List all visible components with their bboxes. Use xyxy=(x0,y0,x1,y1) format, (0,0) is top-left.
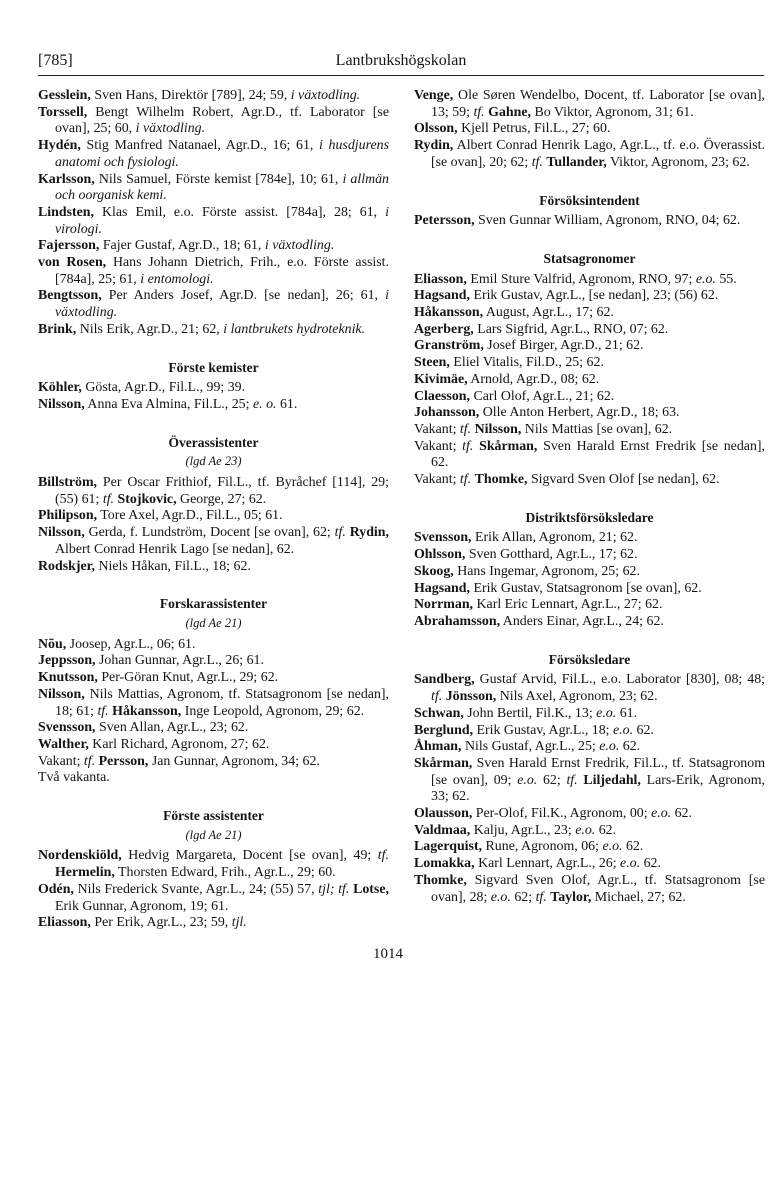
entry-surname: Torssell, xyxy=(38,104,88,120)
entry-italic-text: tf. xyxy=(459,421,472,437)
entry-surname: Thomke, xyxy=(474,472,528,488)
entry-text: Nils Frederick Svante, Agr.L., 24; (55) 57, xyxy=(73,881,319,897)
entry-text: Sven Allan, Agr.L., 23; 62. xyxy=(95,720,249,736)
entry-text: Johan Gunnar, Agr.L., 26; 61. xyxy=(95,653,264,669)
entry-text: Per-Olof, Fil.K., Agronom, 00; xyxy=(472,806,652,822)
entry-text: Erik Gunnar, Agronom, 19; 61. xyxy=(55,898,229,914)
entry-italic-text: e.o. xyxy=(613,722,634,738)
entry-text: Lars Sigfrid, Agr.L., RNO, 07; 62. xyxy=(473,321,669,337)
entry-italic-text: tf. xyxy=(462,438,474,454)
entry-surname: Knutsson, xyxy=(38,670,98,686)
entry-text: Sven Gotthard, Agr.L., 17; 62. xyxy=(465,547,638,563)
staff-entry xyxy=(414,405,765,422)
entry-surname: Håkansson, xyxy=(112,703,182,719)
entry-surname: Agerberg, xyxy=(414,321,474,337)
entry-text: Erik Gustav, Agr.L., 18; xyxy=(473,722,613,738)
entry-text: Eliel Vitalis, Fil.D., 25; 62. xyxy=(449,355,604,371)
entry-surname: Tullander, xyxy=(546,154,607,170)
staff-entry xyxy=(38,88,389,105)
entry-surname: Jönsson, xyxy=(445,689,497,705)
entry-surname: Sandberg, xyxy=(414,672,475,688)
entry-text: Anna Eva Almina, Fil.L., 25; xyxy=(84,396,253,412)
entry-surname: Brink, xyxy=(38,321,77,337)
staff-entry xyxy=(414,547,765,564)
entry-text: Joosep, Agr.L., 06; 61. xyxy=(66,636,196,652)
entry-surname: Persson, xyxy=(98,753,149,769)
entry-surname: Nõu, xyxy=(38,636,67,652)
entry-text: Anders Einar, Agr.L., 24; 62. xyxy=(500,613,664,629)
entry-surname: Liljedahl, xyxy=(583,772,641,788)
entry-text: Sven Harald Ernst Fredrik, Fil.L., tf. Statsagronom [se ovan], 09; xyxy=(431,755,765,788)
entry-text: 62. xyxy=(671,806,692,822)
entry-text: 62; xyxy=(510,889,536,905)
entry-text: Karl Lennart, Agr.L., 26; xyxy=(474,856,621,872)
entry-surname: Nilsson, xyxy=(474,421,522,437)
staff-entry xyxy=(38,670,389,687)
entry-surname: Norrman, xyxy=(414,597,474,613)
entry-italic-text: e.o. xyxy=(575,822,596,838)
entry-text: Sigvard Sven Olof [se nedan], 62. xyxy=(527,472,720,488)
entry-text: Albert Conrad Henrik Lago, Agr.L., tf. e.o. Överassist. [se ovan], 20; 62; xyxy=(431,138,765,170)
entry-surname: von Rosen, xyxy=(38,255,107,271)
entry-surname: Svensson, xyxy=(38,720,96,736)
staff-entry xyxy=(414,530,765,547)
entry-italic-text: i växtodling. xyxy=(135,121,206,137)
entry-italic-text: tf. xyxy=(338,881,350,897)
entry-text: Gösta, Agr.D., Fil.L., 99; 39. xyxy=(81,380,246,396)
entry-text: Bo Viktor, Agronom, 31; 61. xyxy=(530,104,694,120)
staff-entry xyxy=(414,372,765,389)
entry-italic-text: tf. xyxy=(566,772,578,788)
staff-entry xyxy=(38,105,389,138)
entry-italic-text: tf. xyxy=(535,889,547,905)
entry-text: Per Anders Josef, Agr.D. [se nedan], 26; 61, xyxy=(101,288,386,304)
entry-text: Två vakanta. xyxy=(38,770,110,786)
entry-surname: Walther, xyxy=(38,736,89,752)
entry-surname: Skoog, xyxy=(414,563,454,579)
section-heading: Förste kemister xyxy=(168,359,259,375)
entry-text: Vakant; xyxy=(414,472,460,488)
entry-text: Karl Eric Lennart, Agr.L., 27; 62. xyxy=(473,597,663,613)
entry-italic-text: e.o. xyxy=(517,772,538,788)
staff-entry xyxy=(38,508,389,525)
staff-entry xyxy=(38,637,389,654)
entry-surname: Nordenskiöld, xyxy=(38,848,122,864)
entry-text: John Bertil, Fil.K., 13; xyxy=(463,705,597,721)
entry-italic-text: tjl. xyxy=(231,915,247,931)
entry-surname: Lotse, xyxy=(353,881,389,897)
entry-text: Hans Johann Dietrich, Frih., e.o. Förste assist. [784a], 25; 61, xyxy=(55,255,389,287)
entry-italic-text: i entomologi. xyxy=(140,271,214,287)
entry-text: Per-Göran Knut, Agr.L., 29; 62. xyxy=(97,670,279,686)
left-column xyxy=(38,88,389,932)
entry-text: Albert Conrad Henrik Lago [se nedan], 62. xyxy=(55,541,295,557)
staff-entry xyxy=(38,138,389,171)
section-heading: Förste assistenter xyxy=(163,808,264,824)
entry-italic-text: tf. xyxy=(531,154,543,170)
entry-surname: Valdmaa, xyxy=(414,822,471,838)
entry-surname: Eliasson, xyxy=(38,915,91,931)
entry-text: Arnold, Agr.D., 08; 62. xyxy=(467,371,600,387)
entry-italic-text: tf. xyxy=(334,525,346,541)
staff-entry xyxy=(414,355,765,372)
entry-surname: Nilsson, xyxy=(38,396,85,412)
right-column xyxy=(414,88,765,906)
entry-surname: Håkansson, xyxy=(414,305,484,321)
staff-entry xyxy=(38,770,389,787)
entry-text: Kalju, Agr.L., 23; xyxy=(470,822,576,838)
entry-surname: Jeppsson, xyxy=(38,653,96,669)
entry-italic-text: i allmän och oorganisk kemi. xyxy=(55,171,389,204)
staff-entry xyxy=(414,614,765,631)
entry-text: Erik Allan, Agronom, 21; 62. xyxy=(471,530,638,546)
section-heading: Försöksintendent xyxy=(539,192,640,208)
staff-entry xyxy=(414,272,765,289)
entry-text: Hans Ingemar, Agronom, 25; 62. xyxy=(453,563,640,579)
entry-text: Nils Axel, Agronom, 23; 62. xyxy=(496,689,658,705)
header-page-ref: [785] xyxy=(38,52,73,69)
entry-italic-text: i växtodling. xyxy=(264,238,335,254)
staff-entry xyxy=(414,322,765,339)
staff-entry xyxy=(414,389,765,406)
entry-italic-text: e.o. xyxy=(599,739,620,755)
entry-text: Fajer Gustaf, Agr.D., 18; 61, xyxy=(99,238,265,254)
staff-entry xyxy=(38,525,389,558)
entry-text: 55. xyxy=(715,271,737,287)
entry-surname: Åhman, xyxy=(414,739,462,755)
staff-entry xyxy=(38,737,389,754)
entry-italic-text: tf. xyxy=(83,753,96,769)
entry-text: 62. xyxy=(622,839,644,855)
entry-text: Sven Hans, Direktör [789], 24; 59, xyxy=(90,88,291,103)
entry-text: Nils Erik, Agr.D., 21; 62, xyxy=(76,321,224,337)
staff-entry xyxy=(38,687,389,720)
entry-text: Vakant; xyxy=(38,753,84,769)
entry-text: Ole Søren Wendelbo, Docent, tf. Laborator [se ovan], 13; 59; xyxy=(431,88,765,120)
entry-surname: Taylor, xyxy=(550,889,592,905)
entry-text: 62. xyxy=(619,739,641,755)
entry-italic-text: tf. xyxy=(102,491,115,507)
entry-surname: Skårman, xyxy=(479,438,538,454)
entry-italic-text: i lantbrukets hydroteknik. xyxy=(223,321,366,337)
entry-italic-text: e.o. xyxy=(602,839,623,855)
staff-entry xyxy=(38,720,389,737)
entry-surname: Gahne, xyxy=(488,104,531,120)
entry-surname: Nilsson, xyxy=(38,686,85,702)
entry-text: Klas Emil, e.o. Förste assist. [784a], 28; 61, xyxy=(93,204,386,220)
salary-grade-note: (lgd Ae 21) xyxy=(185,827,242,842)
staff-entry xyxy=(414,739,765,756)
entry-surname: Lindsten, xyxy=(38,204,94,220)
section-heading: Överassistenter xyxy=(168,434,259,450)
entry-italic-text: e.o. xyxy=(596,705,617,721)
staff-entry xyxy=(414,305,765,322)
entry-surname: Hagsand, xyxy=(414,580,470,596)
entry-text: Bengt Wilhelm Robert, Agr.D., tf. Laborator [se ovan], 25; 60, xyxy=(55,104,389,137)
entry-italic-text: e.o. xyxy=(490,889,511,905)
entry-text: Erik Gustav, Agr.L., [se nedan], 23; (56) 62. xyxy=(469,288,719,304)
entry-text: Lars-Erik, Agronom, 33; 62. xyxy=(431,772,765,805)
salary-grade-note: (lgd Ae 21) xyxy=(185,615,242,630)
entry-text: Karl Richard, Agronom, 27; 62. xyxy=(88,736,270,752)
entry-surname: Gesslein, xyxy=(38,88,91,103)
entry-surname: Abrahamsson, xyxy=(414,613,501,629)
staff-entry xyxy=(414,213,765,230)
staff-entry xyxy=(414,422,765,439)
entry-text: Tore Axel, Agr.D., Fil.L., 05; 61. xyxy=(97,508,283,524)
entry-surname: Schwan, xyxy=(414,705,464,721)
staff-entry xyxy=(414,288,765,305)
entry-text: Vakant; xyxy=(414,438,463,454)
entry-text: 62. xyxy=(640,856,661,872)
entry-surname: Berglund, xyxy=(414,722,474,738)
salary-grade-note: (lgd Ae 23) xyxy=(185,454,242,469)
entry-surname: Odén, xyxy=(38,881,74,897)
entry-surname: Hermelin, xyxy=(55,865,115,881)
staff-entry xyxy=(414,88,765,121)
staff-entry xyxy=(414,856,765,873)
header-title: Lantbrukshögskolan xyxy=(335,52,467,69)
entry-text: Nils Mattias, Agronom, tf. Statsagronom [se nedan], 18; 61; xyxy=(55,686,389,719)
section-heading: Forskarassistenter xyxy=(159,596,268,612)
entry-surname: Köhler, xyxy=(38,380,82,396)
staff-entry xyxy=(414,338,765,355)
entry-text: Michael, 27; 62. xyxy=(591,889,686,905)
entry-text: Olle Anton Herbert, Agr.D., 18; 63. xyxy=(479,405,680,421)
staff-entry xyxy=(414,823,765,840)
entry-surname: Stojkovic, xyxy=(117,491,177,507)
entry-text: Emil Sture Valfrid, Agronom, RNO, 97; xyxy=(466,271,696,287)
entry-surname: Rydin, xyxy=(414,138,454,154)
entry-italic-text: e.o. xyxy=(620,856,641,872)
entry-surname: Thomke, xyxy=(414,872,467,888)
entry-surname: Billström, xyxy=(38,475,98,491)
entry-italic-text: tjl; xyxy=(318,881,335,897)
entry-text: Thorsten Edward, Frih., Agr.L., 29; 60. xyxy=(114,865,336,881)
entry-surname: Ohlsson, xyxy=(414,547,466,563)
entry-surname: Petersson, xyxy=(414,213,475,229)
entry-text: Per Oscar Frithiof, Fil.L., tf. Byråchef [114], 29; (55) 61; xyxy=(55,475,389,507)
entry-italic-text: e.o. xyxy=(695,271,716,287)
staff-entry xyxy=(38,255,389,288)
entry-italic-text: i växtodling. xyxy=(55,288,389,321)
header-rule xyxy=(38,75,764,76)
entry-text: Jan Gunnar, Agronom, 34; 62. xyxy=(148,753,320,769)
entry-text: August, Agr.L., 17; 62. xyxy=(483,305,614,321)
entry-text: Sven Harald Ernst Fredrik [se nedan], 62. xyxy=(431,438,765,471)
staff-entry xyxy=(414,839,765,856)
entry-italic-text: i växtodling. xyxy=(290,88,361,103)
entry-surname: Venge, xyxy=(414,88,454,103)
entry-surname: Rodskjer, xyxy=(38,558,95,574)
staff-entry xyxy=(414,806,765,823)
entry-surname: Steen, xyxy=(414,355,450,371)
entry-italic-text: tf. xyxy=(377,848,389,864)
staff-entry xyxy=(414,472,765,489)
staff-entry xyxy=(414,756,765,806)
entry-surname: Johansson, xyxy=(414,405,480,421)
entry-surname: Fajersson, xyxy=(38,238,100,254)
staff-entry xyxy=(414,597,765,614)
entry-text: Niels Håkan, Fil.L., 18; 62. xyxy=(95,558,251,574)
entry-text: Erik Gustav, Statsagronom [se ovan], 62. xyxy=(469,580,702,596)
entry-surname: Nilsson, xyxy=(38,525,85,541)
entry-text: Sven Gunnar William, Agronom, RNO, 04; 62. xyxy=(474,213,741,229)
entry-surname: Kivimäe, xyxy=(414,371,468,387)
entry-text: Rune, Agronom, 06; xyxy=(482,839,603,855)
entry-text: Inge Leopold, Agronom, 29; 62. xyxy=(181,703,365,719)
entry-italic-text: tf. xyxy=(473,104,485,120)
staff-entry xyxy=(414,723,765,740)
entry-text: 62. xyxy=(633,722,654,738)
entry-text: Carl Olof, Agr.L., 21; 62. xyxy=(469,388,615,404)
entry-text: George, 27; 62. xyxy=(176,491,267,507)
entry-surname: Granström, xyxy=(414,338,484,354)
entry-italic-text: i virologi. xyxy=(55,204,389,237)
entry-surname: Bengtsson, xyxy=(38,288,102,304)
entry-text: Kjell Petrus, Fil.L., 27; 60. xyxy=(457,121,611,137)
staff-entry xyxy=(38,288,389,321)
entry-surname: Eliasson, xyxy=(414,271,467,287)
entry-surname: Skårman, xyxy=(414,755,473,771)
page-number: 1014 xyxy=(373,946,403,962)
entry-text: 62; xyxy=(537,772,567,788)
staff-entry xyxy=(414,581,765,598)
entry-text: Josef Birger, Agr.D., 21; 62. xyxy=(483,338,644,354)
staff-entry xyxy=(38,238,389,255)
entry-text: 62. xyxy=(595,822,617,838)
staff-entry xyxy=(38,882,389,915)
staff-entry xyxy=(38,397,389,414)
entry-surname: Hydén, xyxy=(38,138,81,154)
staff-entry xyxy=(414,706,765,723)
staff-entry xyxy=(414,873,765,906)
entry-surname: Karlsson, xyxy=(38,171,95,187)
entry-italic-text: tf. xyxy=(97,703,109,719)
entry-text: Viktor, Agronom, 23; 62. xyxy=(606,154,750,170)
entry-text: Sigvard Sven Olof, Agr.L., tf. Statsagronom [se ovan], 28; xyxy=(431,872,765,905)
entry-surname: Lomakka, xyxy=(414,856,475,872)
entry-surname: Rydin, xyxy=(349,525,389,541)
entry-italic-text: tf. xyxy=(459,472,472,488)
entry-surname: Claesson, xyxy=(414,388,470,404)
staff-entry xyxy=(38,205,389,238)
staff-entry xyxy=(38,848,389,881)
entry-italic-text: e.o. xyxy=(651,806,672,822)
entry-italic-text: tf. xyxy=(431,689,443,705)
staff-entry xyxy=(414,138,765,171)
running-header xyxy=(38,52,764,74)
entry-italic-text: i husdjurens anatomi och fysiologi. xyxy=(55,138,389,170)
staff-entry xyxy=(38,653,389,670)
entry-text: Hedvig Margareta, Docent [se ovan], 49; xyxy=(121,848,378,864)
entry-surname: Svensson, xyxy=(414,530,472,546)
section-heading: Försöksledare xyxy=(548,651,631,667)
entry-surname: Hagsand, xyxy=(414,288,470,304)
entry-surname: Philipson, xyxy=(38,508,98,524)
staff-entry xyxy=(414,121,765,138)
staff-entry xyxy=(38,754,389,771)
staff-entry xyxy=(414,564,765,581)
section-heading: Statsagronomer xyxy=(543,250,636,266)
entry-text: 61. xyxy=(616,705,638,721)
staff-entry xyxy=(38,172,389,205)
entry-text: Gerda, f. Lundström, Docent [se ovan], 62; xyxy=(84,525,335,541)
entry-text: Vakant; xyxy=(414,421,460,437)
entry-text: Stig Manfred Natanael, Agr.D., 16; 61, xyxy=(80,138,320,154)
staff-entry xyxy=(38,322,389,339)
staff-entry xyxy=(38,559,389,576)
entry-text: Gustaf Arvid, Fil.L., e.o. Laborator [830], 08; 48; xyxy=(474,672,765,688)
entry-text: Nils Mattias [se ovan], 62. xyxy=(521,421,673,437)
entry-surname: Lagerquist, xyxy=(414,839,483,855)
staff-entry xyxy=(414,672,765,705)
staff-entry xyxy=(38,915,389,932)
entry-text: Per Erik, Agr.L., 23; 59, xyxy=(90,915,232,931)
section-heading: Distriktsförsöksledare xyxy=(525,509,654,525)
staff-entry xyxy=(414,439,765,472)
entry-text: Nils Samuel, Förste kemist [784e], 10; 61, xyxy=(94,171,343,187)
entry-italic-text: e. o. xyxy=(252,396,277,412)
entry-text: Nils Gustaf, Agr.L., 25; xyxy=(461,739,600,755)
entry-surname: Olausson, xyxy=(414,806,473,822)
staff-entry xyxy=(38,475,389,508)
staff-entry xyxy=(38,380,389,397)
entry-surname: Olsson, xyxy=(414,121,458,137)
entry-text: 61. xyxy=(276,396,298,412)
